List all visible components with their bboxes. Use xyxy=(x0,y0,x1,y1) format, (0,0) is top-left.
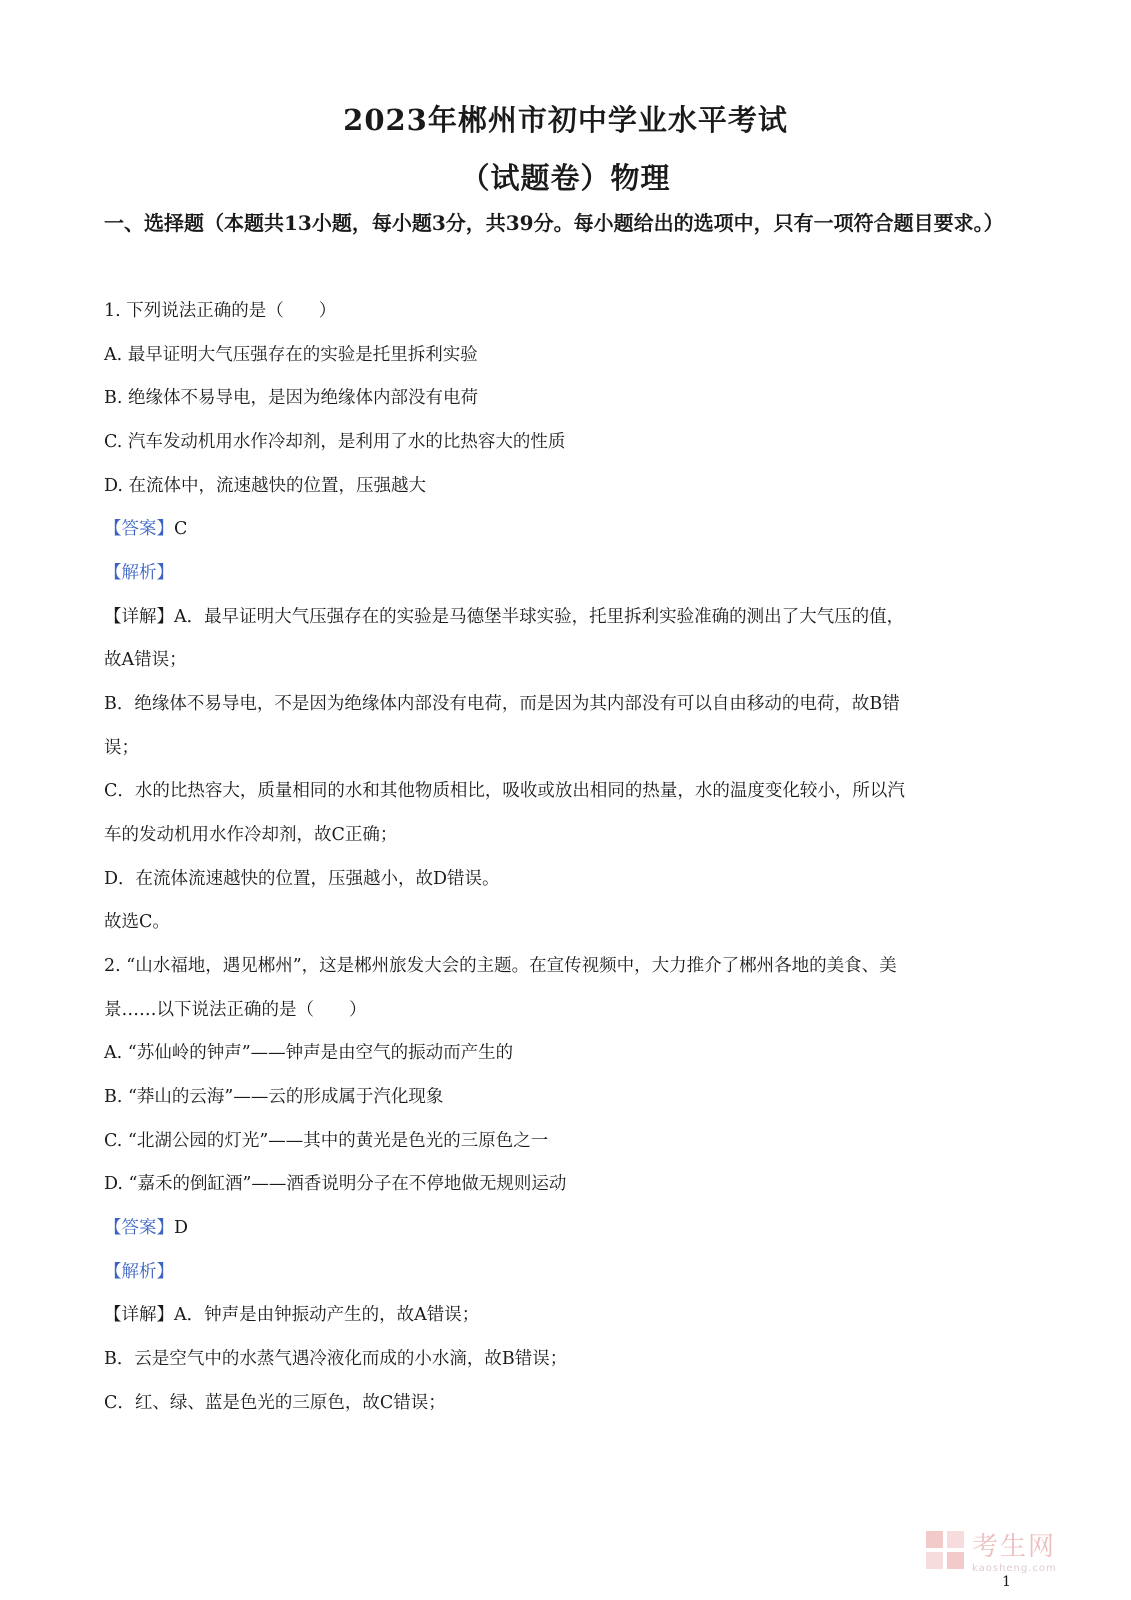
line-text: B．云是空气中的水蒸气遇冷液化而成的小水滴，故B错误； xyxy=(104,1349,568,1369)
line-text: 误； xyxy=(104,738,139,758)
section-tag: 【解析】 xyxy=(104,1262,174,1282)
answer-label-line xyxy=(104,515,187,540)
section-tag: 【答案】 xyxy=(104,519,174,539)
line-text: 故选C。 xyxy=(104,912,170,932)
text-line xyxy=(104,1083,443,1108)
text-line xyxy=(104,428,565,453)
line-text: D xyxy=(174,1218,189,1238)
text-line xyxy=(104,472,426,497)
text-line xyxy=(104,297,336,322)
text-line xyxy=(104,865,500,890)
text-line xyxy=(104,646,187,671)
line-text: 1. 下列说法正确的是（ ） xyxy=(104,301,337,321)
line-text: 故A错误； xyxy=(104,650,187,670)
page-number: 1 xyxy=(1002,1574,1011,1590)
text-line xyxy=(104,1389,446,1414)
page-title: 2023年郴州市初中学业水平考试 xyxy=(343,103,788,137)
line-text: 车的发动机用水作冷却剂，故C正确； xyxy=(104,825,398,845)
line-text: 2. “山水福地，遇见郴州”，这是郴州旅发大会的主题。在宣传视频中，大力推介了郴州各地的美食、美 xyxy=(104,956,897,976)
text-line xyxy=(104,603,904,628)
watermark-logo xyxy=(924,1525,1089,1575)
line-text: 【详解】A．最早证明大气压强存在的实验是马德堡半球实验，托里拆利实验准确的测出了大气压的值， xyxy=(104,607,905,627)
text-line xyxy=(104,1301,479,1326)
answer-label-line xyxy=(104,1258,174,1283)
text-line xyxy=(104,384,478,409)
line-text: C. “北湖公园的灯光”——其中的黄光是色光的三原色之一 xyxy=(104,1131,549,1151)
text-line xyxy=(104,734,139,759)
page-subtitle: （试题卷）物理 xyxy=(460,161,671,195)
line-text: B．绝缘体不易导电，不是因为绝缘体内部没有电荷，而是因为其内部没有可以自由移动的电荷，故B错 xyxy=(104,694,900,714)
text-line xyxy=(104,1039,513,1064)
text-line xyxy=(104,908,170,933)
line-text: C．红、绿、蓝是色光的三原色，故C错误； xyxy=(104,1393,446,1413)
line-text: D．在流体流速越快的位置，压强越小，故D错误。 xyxy=(104,869,500,889)
line-text: A. 最早证明大气压强存在的实验是托里拆利实验 xyxy=(104,345,478,365)
line-text: D. 在流体中，流速越快的位置，压强越大 xyxy=(104,476,427,496)
watermark-icon xyxy=(924,1529,966,1571)
text-line xyxy=(104,1345,567,1370)
text-line xyxy=(104,952,897,977)
line-text: C xyxy=(174,519,188,539)
text-line xyxy=(104,821,397,846)
text-line xyxy=(104,996,367,1021)
line-text: B. “莽山的云海”——云的形成属于汽化现象 xyxy=(104,1087,444,1107)
watermark-text: 考生网 xyxy=(972,1532,1057,1562)
text-line xyxy=(104,690,900,715)
watermark-url: kaosheng.com xyxy=(972,1563,1057,1574)
section-tag: 【解析】 xyxy=(104,563,174,583)
line-text: 【详解】A．钟声是由钟振动产生的，故A错误； xyxy=(104,1305,480,1325)
answer-label-line xyxy=(104,1214,188,1239)
line-text: C．水的比热容大，质量相同的水和其他物质相比，吸收或放出相同的热量，水的温度变化较小，所以汽 xyxy=(104,781,905,801)
line-text: D. “嘉禾的倒缸酒”——酒香说明分子在不停地做无规则运动 xyxy=(104,1174,567,1194)
line-text: C. 汽车发动机用水作冷却剂，是利用了水的比热容大的性质 xyxy=(104,432,566,452)
text-line xyxy=(104,1127,548,1152)
line-text: B. 绝缘体不易导电，是因为绝缘体内部没有电荷 xyxy=(104,388,478,408)
answer-label-line xyxy=(104,559,174,584)
line-text: A. “苏仙岭的钟声”——钟声是由空气的振动而产生的 xyxy=(104,1043,514,1063)
text-line xyxy=(104,341,478,366)
text-line xyxy=(104,1170,566,1195)
section-heading: 一、选择题（本题共13小题，每小题3分，共39分。每小题给出的选项中，只有一项符合题目要求。） xyxy=(104,211,1004,235)
line-text: 景……以下说法正确的是（ ） xyxy=(104,1000,367,1020)
section-tag: 【答案】 xyxy=(104,1218,174,1238)
text-line xyxy=(104,777,905,802)
